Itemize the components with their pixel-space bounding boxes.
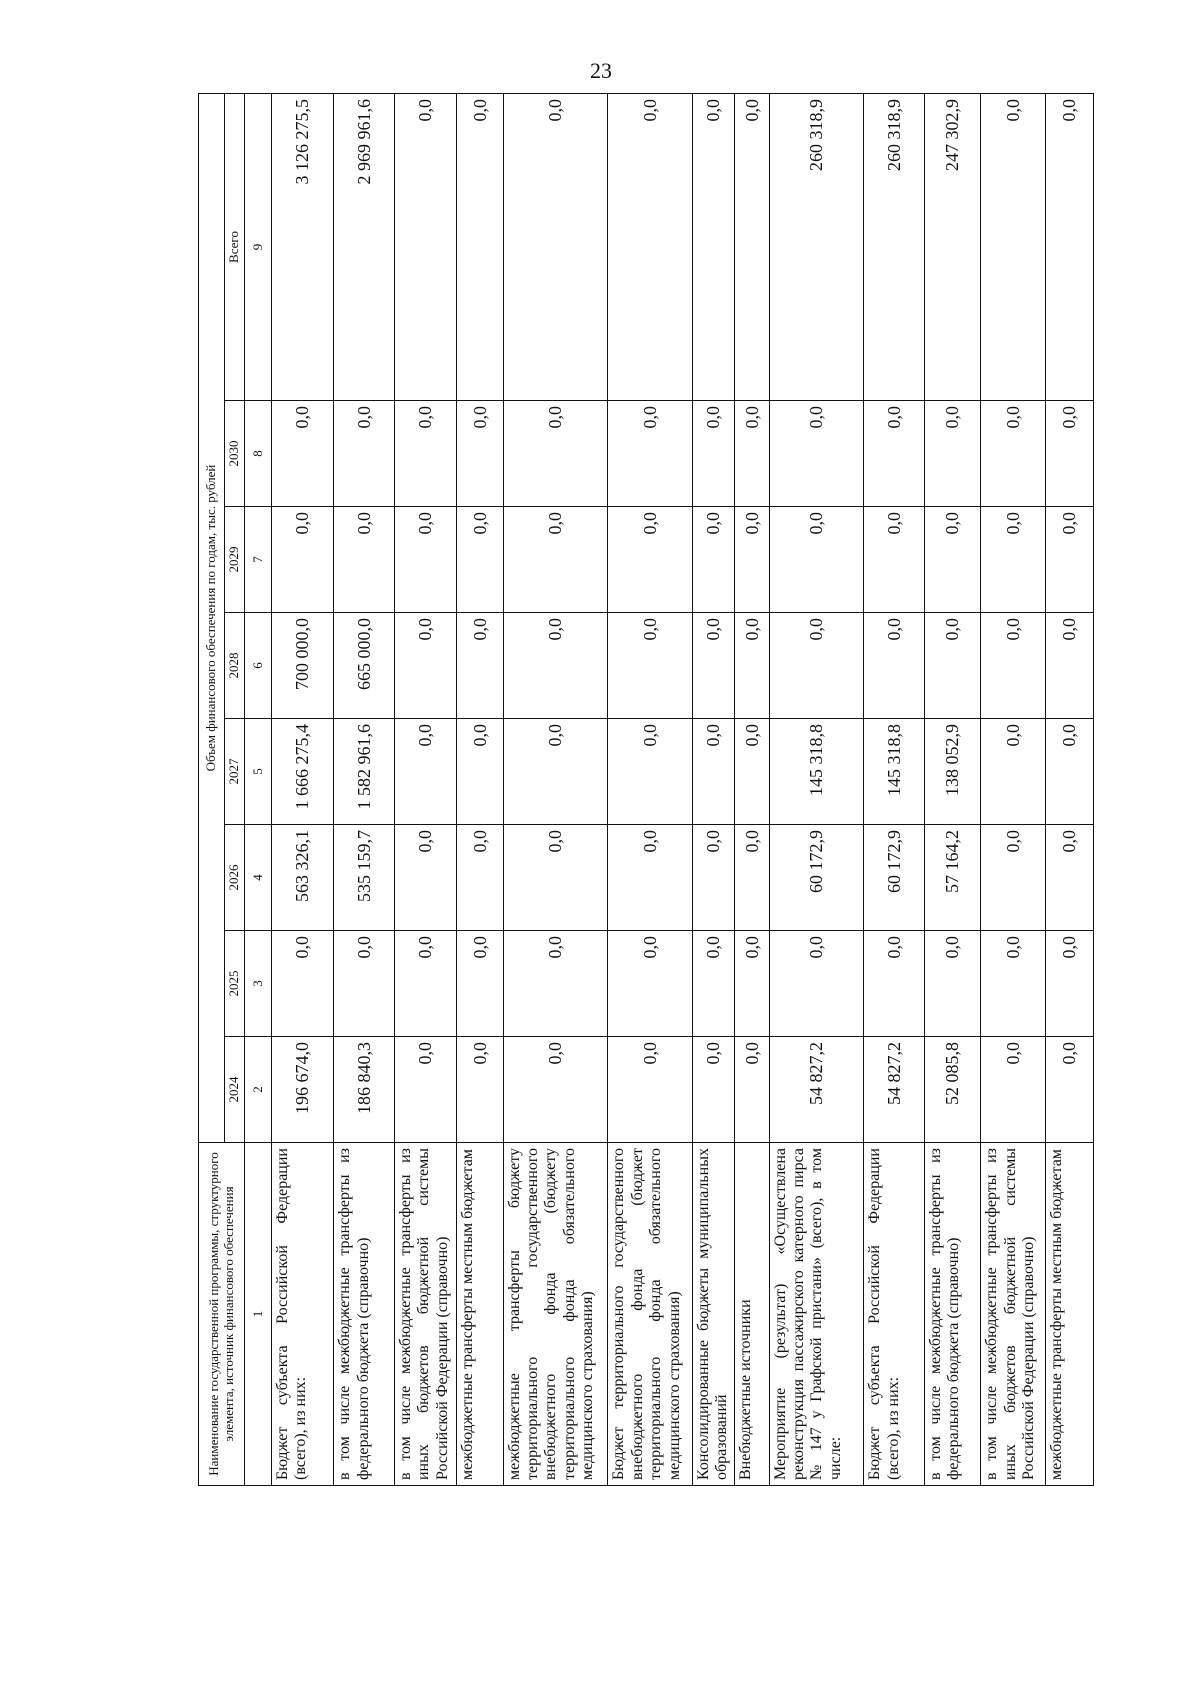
column-number: 6 [245, 613, 272, 719]
row-value: 0,0 [735, 507, 769, 613]
row-value: 0,0 [924, 931, 980, 1037]
row-value: 1 582 961,6 [334, 719, 394, 825]
row-value: 0,0 [1045, 931, 1093, 1037]
row-label: межбюджетные трансферты местным бюджетам [1045, 1143, 1093, 1486]
row-value: 196 674,0 [272, 1037, 334, 1143]
row-value: 145 318,8 [769, 719, 864, 825]
row-value: 0,0 [769, 613, 864, 719]
row-label: Консолидированные бюджеты муниципальных образований [693, 1143, 735, 1486]
row-value: 145 318,8 [864, 719, 924, 825]
row-value: 0,0 [608, 931, 693, 1037]
row-value: 0,0 [981, 93, 1045, 400]
row-value: 0,0 [334, 507, 394, 613]
row-value: 0,0 [981, 401, 1045, 507]
row-value: 0,0 [608, 825, 693, 931]
row-value: 57 164,2 [924, 825, 980, 931]
row-value: 0,0 [1045, 507, 1093, 613]
row-value: 0,0 [457, 719, 503, 825]
column-number: 9 [245, 93, 272, 400]
row-label: межбюджетные трансферты местным бюджетам [457, 1143, 503, 1486]
header-financing-group: Объем финансового обеспечения по годам, тыс. рублей [199, 93, 225, 1142]
row-value: 0,0 [864, 401, 924, 507]
header-name-column: Наименование государственной программы, структурного элемента, источник финансового обеспечения [199, 1143, 245, 1486]
row-value: 60 172,9 [864, 825, 924, 931]
table-row [735, 93, 769, 1485]
row-value: 0,0 [693, 719, 735, 825]
table-row [272, 93, 334, 1485]
row-value: 0,0 [735, 1037, 769, 1143]
row-value: 138 052,9 [924, 719, 980, 825]
row-value: 0,0 [693, 93, 735, 400]
header-year-2028: 2028 [225, 613, 245, 719]
row-value: 0,0 [864, 613, 924, 719]
row-value: 0,0 [457, 1037, 503, 1143]
header-year-2026: 2026 [225, 825, 245, 931]
row-value: 0,0 [735, 613, 769, 719]
row-value: 0,0 [735, 719, 769, 825]
row-value: 0,0 [608, 1037, 693, 1143]
row-value: 0,0 [503, 613, 608, 719]
header-year-2024: 2024 [225, 1037, 245, 1143]
row-value: 54 827,2 [769, 1037, 864, 1143]
table-row [334, 93, 394, 1485]
row-value: 0,0 [608, 401, 693, 507]
row-value: 0,0 [503, 719, 608, 825]
row-label: в том числе межбюджетные трансферты из федерального бюджета (справочно) [334, 1143, 394, 1486]
row-value: 0,0 [735, 93, 769, 400]
row-value: 0,0 [693, 825, 735, 931]
column-number: 3 [245, 931, 272, 1037]
row-value: 563 326,1 [272, 825, 334, 931]
row-value: 0,0 [394, 1037, 456, 1143]
row-label: Бюджет территориального государственного внебюджетного фонда (бюджет территориального фонда обязательного медицинского страхования) [608, 1143, 693, 1486]
row-value: 3 126 275,5 [272, 93, 334, 400]
row-value: 0,0 [1045, 93, 1093, 400]
row-value: 0,0 [457, 613, 503, 719]
row-value: 0,0 [693, 1037, 735, 1143]
row-value: 0,0 [924, 507, 980, 613]
row-value: 0,0 [503, 1037, 608, 1143]
table-row [693, 93, 735, 1485]
row-label: Мероприятие (результат) «Осуществлена реконструкция пассажирского катерного пирса № 147 у Графской пристани» (всего), в том числе: [769, 1143, 864, 1486]
row-label: Бюджет субъекта Российской Федерации (всего), из них: [272, 1143, 334, 1486]
row-value: 52 085,8 [924, 1037, 980, 1143]
table-row [769, 93, 864, 1485]
row-value: 0,0 [769, 401, 864, 507]
row-value: 0,0 [864, 507, 924, 613]
column-number: 2 [245, 1037, 272, 1143]
row-value: 0,0 [1045, 401, 1093, 507]
column-number: 1 [245, 1143, 272, 1486]
row-value: 0,0 [981, 1037, 1045, 1143]
row-value: 700 000,0 [272, 613, 334, 719]
row-value: 186 840,3 [334, 1037, 394, 1143]
header-year-2029: 2029 [225, 507, 245, 613]
header-year-2030: 2030 [225, 401, 245, 507]
row-label: в том числе межбюджетные трансферты из иных бюджетов бюджетной системы Российской Федерации (справочно) [394, 1143, 456, 1486]
row-value: 0,0 [394, 507, 456, 613]
row-value: 0,0 [394, 93, 456, 400]
row-value: 0,0 [1045, 719, 1093, 825]
row-value: 0,0 [394, 401, 456, 507]
row-value: 0,0 [981, 719, 1045, 825]
row-value: 0,0 [608, 613, 693, 719]
row-label: в том числе межбюджетные трансферты из иных бюджетов бюджетной системы Российской Федерации (справочно) [981, 1143, 1045, 1486]
row-value: 0,0 [769, 507, 864, 613]
row-value: 0,0 [608, 93, 693, 400]
header-year-2027: 2027 [225, 719, 245, 825]
table-body [272, 93, 1094, 1485]
row-value: 54 827,2 [864, 1037, 924, 1143]
financing-table [198, 93, 1094, 1486]
row-value: 0,0 [503, 931, 608, 1037]
row-label: в том числе межбюджетные трансферты из федерального бюджета (справочно) [924, 1143, 980, 1486]
row-label: межбюджетные трансферты бюджету территориального государственного внебюджетного фонда (бюджету территориального фонда обязательного медицинского страхования) [503, 1143, 608, 1486]
row-value: 0,0 [457, 93, 503, 400]
row-value: 0,0 [457, 401, 503, 507]
row-value: 0,0 [693, 613, 735, 719]
table-row [981, 93, 1045, 1485]
column-number: 7 [245, 507, 272, 613]
row-value: 0,0 [457, 507, 503, 613]
table-row [608, 93, 693, 1485]
row-value: 260 318,9 [769, 93, 864, 400]
row-label: Внебюджетные источники [735, 1143, 769, 1486]
column-number: 8 [245, 401, 272, 507]
row-value: 0,0 [735, 401, 769, 507]
table-row [1045, 93, 1093, 1485]
row-value: 0,0 [1045, 613, 1093, 719]
row-value: 0,0 [864, 931, 924, 1037]
table-row [394, 93, 456, 1485]
row-value: 247 302,9 [924, 93, 980, 400]
row-value: 0,0 [394, 719, 456, 825]
row-value: 665 000,0 [334, 613, 394, 719]
row-value: 0,0 [693, 507, 735, 613]
row-value: 535 159,7 [334, 825, 394, 931]
row-value: 0,0 [981, 507, 1045, 613]
page-number: 23 [590, 58, 612, 83]
row-value: 0,0 [1045, 825, 1093, 931]
table-row [864, 93, 924, 1485]
row-value: 0,0 [334, 401, 394, 507]
row-value: 0,0 [981, 825, 1045, 931]
table-row [503, 93, 608, 1485]
row-value: 0,0 [693, 931, 735, 1037]
row-value: 0,0 [457, 931, 503, 1037]
row-value: 0,0 [272, 507, 334, 613]
row-value: 0,0 [457, 825, 503, 931]
row-value: 0,0 [924, 401, 980, 507]
header-year-2025: 2025 [225, 931, 245, 1037]
row-value: 0,0 [394, 931, 456, 1037]
column-number: 5 [245, 719, 272, 825]
row-value: 0,0 [608, 507, 693, 613]
row-value: 2 969 961,6 [334, 93, 394, 400]
row-value: 0,0 [503, 93, 608, 400]
rotated-table-container [198, 94, 1094, 1486]
row-value: 0,0 [735, 825, 769, 931]
row-value: 0,0 [503, 825, 608, 931]
row-value: 0,0 [272, 401, 334, 507]
row-value: 0,0 [981, 613, 1045, 719]
row-value: 0,0 [334, 931, 394, 1037]
table-row [457, 93, 503, 1485]
row-value: 0,0 [769, 931, 864, 1037]
row-value: 0,0 [608, 719, 693, 825]
row-value: 1 666 275,4 [272, 719, 334, 825]
row-value: 0,0 [503, 507, 608, 613]
row-value: 0,0 [503, 401, 608, 507]
row-value: 260 318,9 [864, 93, 924, 400]
row-value: 0,0 [394, 613, 456, 719]
header-total: Всего [225, 93, 245, 400]
row-label: Бюджет субъекта Российской Федерации (всего), из них: [864, 1143, 924, 1486]
row-value: 0,0 [272, 931, 334, 1037]
row-value: 0,0 [735, 931, 769, 1037]
row-value: 0,0 [394, 825, 456, 931]
row-value: 0,0 [1045, 1037, 1093, 1143]
column-number: 4 [245, 825, 272, 931]
row-value: 0,0 [924, 613, 980, 719]
table-row [924, 93, 980, 1485]
row-value: 0,0 [693, 401, 735, 507]
row-value: 60 172,9 [769, 825, 864, 931]
row-value: 0,0 [981, 931, 1045, 1037]
